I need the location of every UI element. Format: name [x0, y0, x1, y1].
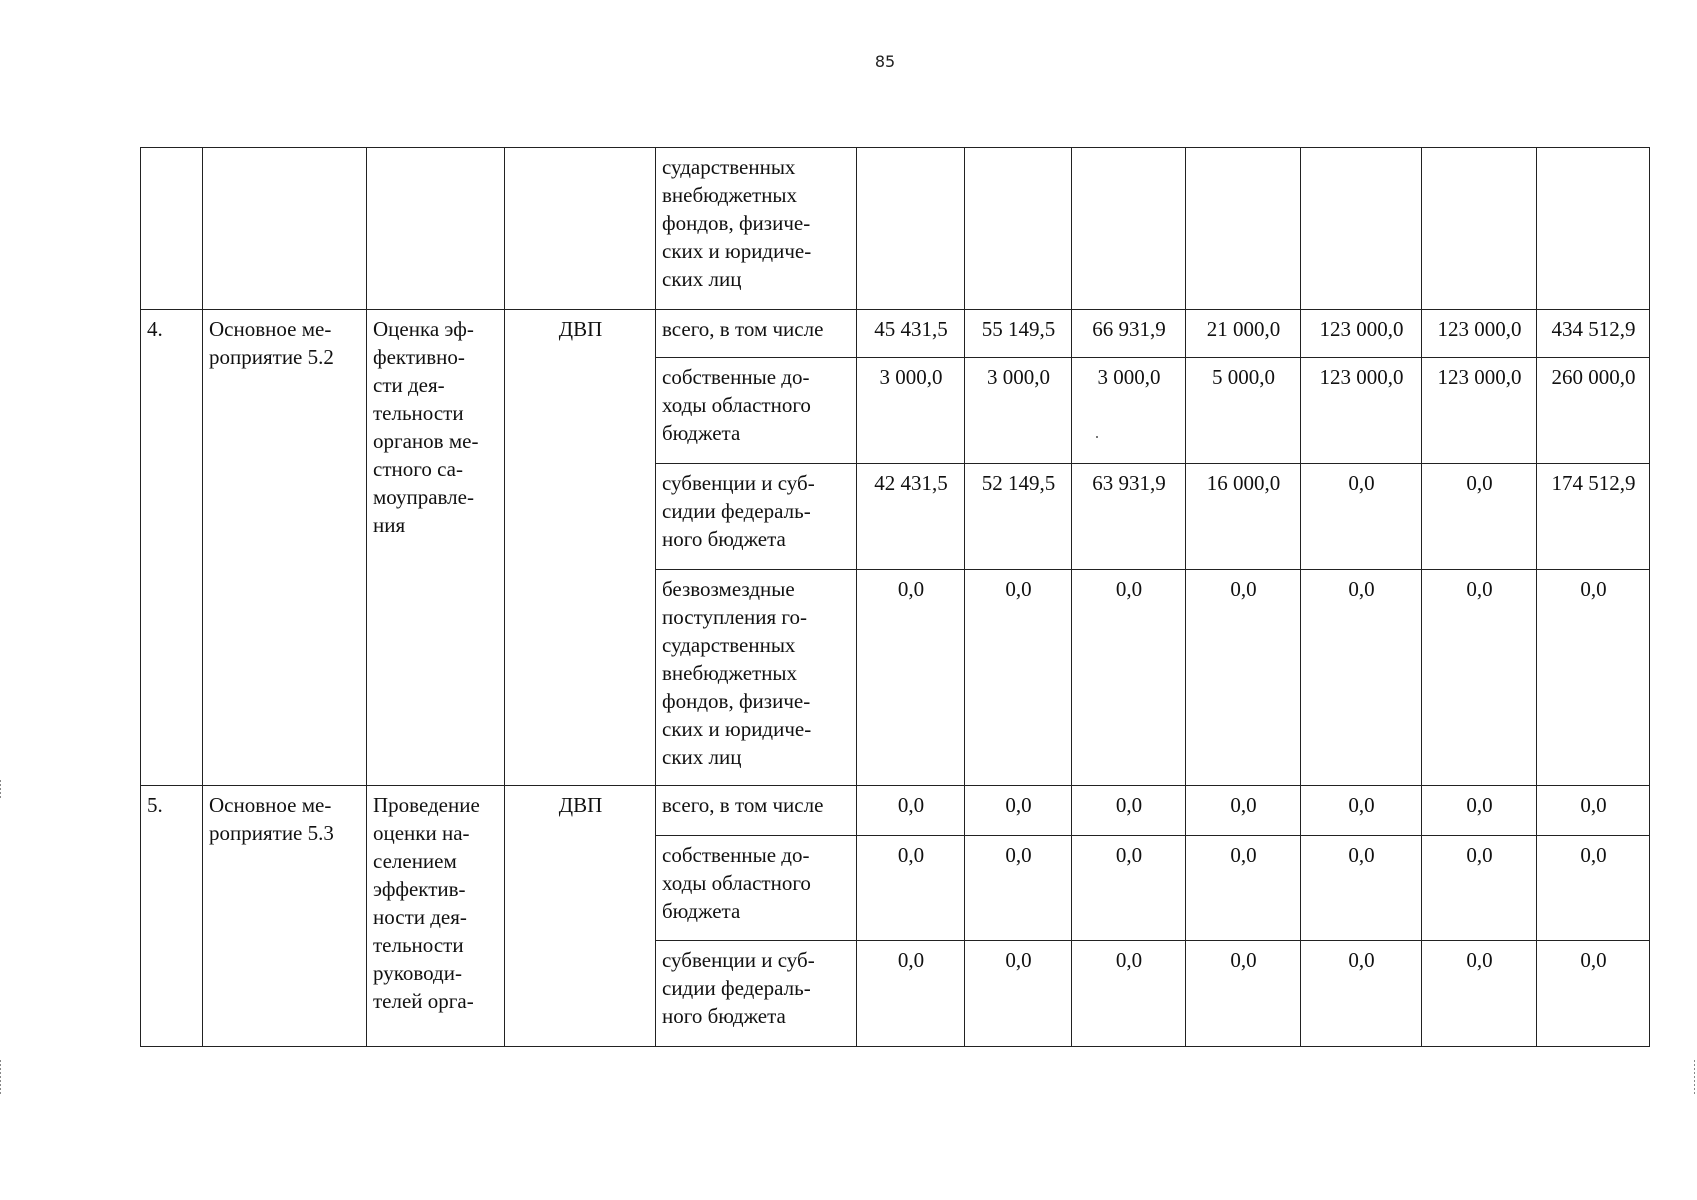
- value-cell: 0,0: [965, 570, 1072, 786]
- value-cell: 5 000,0: [1186, 358, 1301, 464]
- value-cell: 0,0: [1422, 786, 1537, 836]
- value-cell: 0,0: [1301, 941, 1422, 1047]
- value-cell: 3 000,0: [857, 358, 965, 464]
- table-row: [141, 786, 1650, 836]
- value-cell: 0,0: [1422, 570, 1537, 786]
- value-cell: 3 000,0: [1072, 358, 1186, 464]
- value-cell: 0,0: [857, 786, 965, 836]
- value-cell: 0,0: [1422, 941, 1537, 1047]
- scan-edge-mark: [1694, 1060, 1695, 1096]
- value-cell: 0,0: [1537, 941, 1650, 1047]
- table-row: [141, 148, 1650, 310]
- value-cell: 0,0: [1301, 570, 1422, 786]
- value-cell: 0,0: [857, 570, 965, 786]
- page-number: 85: [874, 52, 896, 71]
- value-cell: 0,0: [1072, 570, 1186, 786]
- value-cell: 0,0: [1301, 464, 1422, 570]
- funding-source-label: всего, в том числе: [656, 310, 857, 358]
- value-cell: 55 149,5: [965, 310, 1072, 358]
- value-cell: 0,0: [1186, 570, 1301, 786]
- budget-table: [140, 147, 1650, 1047]
- value-cell: 123 000,0: [1301, 310, 1422, 358]
- executor: ДВП: [505, 786, 656, 1047]
- measure-name: Проведение оценки на- селением эффектив- ности дея- тельности руководи- телей орга-: [367, 786, 505, 1047]
- table-cell: [141, 148, 203, 310]
- value-cell: 260 000,0: [1537, 358, 1650, 464]
- funding-source-label: всего, в том числе: [656, 786, 857, 836]
- event-name: Основное ме- роприятие 5.2: [203, 310, 367, 786]
- value-cell: 0,0: [1072, 941, 1186, 1047]
- table-cell: [203, 148, 367, 310]
- value-cell: 52 149,5: [965, 464, 1072, 570]
- value-cell: 66 931,9: [1072, 310, 1186, 358]
- value-cell: 0,0: [1537, 786, 1650, 836]
- scan-speck: [1096, 436, 1098, 438]
- value-cell: 0,0: [857, 941, 965, 1047]
- row-number: 5.: [141, 786, 203, 1047]
- row-number: 4.: [141, 310, 203, 786]
- scan-edge-mark: [0, 1060, 1, 1096]
- value-cell: 0,0: [965, 786, 1072, 836]
- table-cell: [1537, 148, 1650, 310]
- table-cell: [965, 148, 1072, 310]
- value-cell: 0,0: [1301, 786, 1422, 836]
- value-cell: 0,0: [1072, 786, 1186, 836]
- value-cell: 0,0: [1537, 836, 1650, 941]
- funding-source-label: субвенции и суб- сидии федераль- ного бюджета: [656, 941, 857, 1047]
- value-cell: 0,0: [1422, 836, 1537, 941]
- value-cell: 0,0: [1072, 836, 1186, 941]
- value-cell: 3 000,0: [965, 358, 1072, 464]
- value-cell: 42 431,5: [857, 464, 965, 570]
- value-cell: 0,0: [1422, 464, 1537, 570]
- table-cell: [1301, 148, 1422, 310]
- measure-name: Оценка эф- фективно- сти дея- тельности органов ме- стного са- моуправле- ния: [367, 310, 505, 786]
- table-cell: [1072, 148, 1186, 310]
- table-row: [141, 310, 1650, 358]
- value-cell: 123 000,0: [1422, 358, 1537, 464]
- event-name: Основное ме- роприятие 5.3: [203, 786, 367, 1047]
- table-cell: [367, 148, 505, 310]
- value-cell: 434 512,9: [1537, 310, 1650, 358]
- value-cell: 0,0: [965, 941, 1072, 1047]
- value-cell: 0,0: [1186, 786, 1301, 836]
- funding-source-label: сударственных внебюджетных фондов, физиче- ских и юридиче- ских лиц: [656, 148, 857, 310]
- table-cell: [505, 148, 656, 310]
- funding-source-label: собственные до- ходы областного бюджета: [656, 358, 857, 464]
- value-cell: 45 431,5: [857, 310, 965, 358]
- value-cell: 16 000,0: [1186, 464, 1301, 570]
- executor: ДВП: [505, 310, 656, 786]
- funding-source-label: безвозмездные поступления го- сударственных внебюджетных фондов, физиче- ских и юридиче- ских лиц: [656, 570, 857, 786]
- value-cell: 123 000,0: [1422, 310, 1537, 358]
- table-cell: [1186, 148, 1301, 310]
- value-cell: 0,0: [1186, 941, 1301, 1047]
- scan-edge-mark: [0, 780, 1, 800]
- value-cell: 174 512,9: [1537, 464, 1650, 570]
- table-cell: [1422, 148, 1537, 310]
- value-cell: 0,0: [1537, 570, 1650, 786]
- value-cell: 21 000,0: [1186, 310, 1301, 358]
- table-cell: [857, 148, 965, 310]
- value-cell: 0,0: [965, 836, 1072, 941]
- value-cell: 123 000,0: [1301, 358, 1422, 464]
- value-cell: 63 931,9: [1072, 464, 1186, 570]
- value-cell: 0,0: [857, 836, 965, 941]
- value-cell: 0,0: [1301, 836, 1422, 941]
- funding-source-label: собственные до- ходы областного бюджета: [656, 836, 857, 941]
- value-cell: 0,0: [1186, 836, 1301, 941]
- funding-source-label: субвенции и суб- сидии федераль- ного бюджета: [656, 464, 857, 570]
